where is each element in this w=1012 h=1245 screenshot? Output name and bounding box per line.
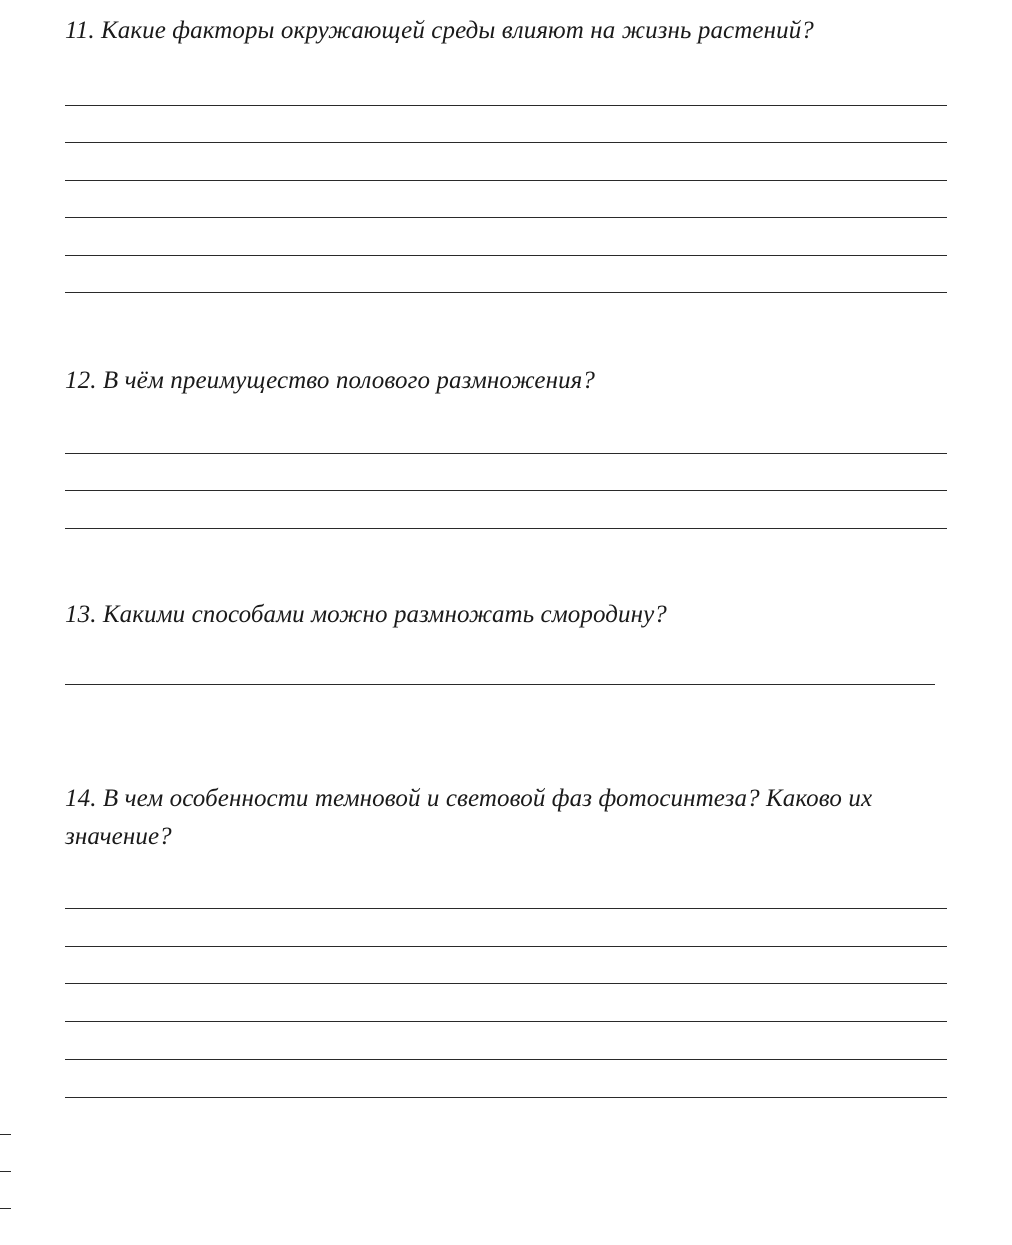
answer-line[interactable] (65, 180, 947, 181)
answer-line[interactable] (65, 1059, 947, 1060)
answer-line[interactable] (65, 684, 935, 685)
question-13: 13. Какими способами можно размножать смородину? (65, 601, 667, 628)
question-14: 14. В чем особенности темновой и световой фаз фотосинтеза? Каково их значение? (65, 785, 873, 850)
answer-line[interactable] (65, 142, 947, 143)
answer-line[interactable] (65, 1097, 947, 1098)
answer-line[interactable] (65, 983, 947, 984)
margin-dash (0, 1171, 11, 1172)
answer-line[interactable] (65, 105, 947, 106)
answer-line[interactable] (65, 255, 947, 256)
question-12: 12. В чём преимущество полового размножения? (65, 367, 595, 394)
answer-line[interactable] (65, 453, 947, 454)
answer-line[interactable] (65, 490, 947, 491)
answer-line[interactable] (65, 946, 947, 947)
question-11: 11. Какие факторы окружающей среды влияют на жизнь растений? (65, 17, 814, 44)
answer-line[interactable] (65, 292, 947, 293)
answer-line[interactable] (65, 217, 947, 218)
answer-line[interactable] (65, 528, 947, 529)
margin-dash (0, 1208, 11, 1209)
answer-line[interactable] (65, 1021, 947, 1022)
answer-line[interactable] (65, 908, 947, 909)
margin-dash (0, 1134, 11, 1135)
